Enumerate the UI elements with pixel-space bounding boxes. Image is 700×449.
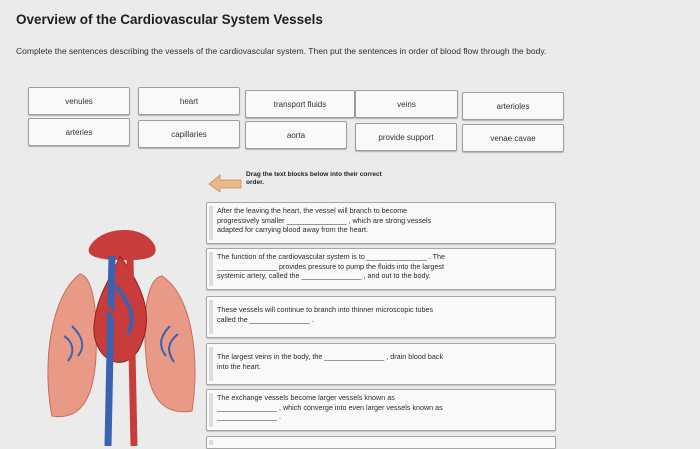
sentence-text: The exchange vessels become larger vessels known as _______________ , which converge into even larger vessels known as _______________ . <box>217 393 443 421</box>
sentence-block[interactable] <box>206 389 556 431</box>
sentence-block[interactable] <box>206 296 556 338</box>
drag-handle[interactable] <box>209 393 213 427</box>
sentence-text: The largest veins in the body, the _______________ , drain blood back into the heart. <box>217 352 444 371</box>
sentence-block[interactable] <box>206 248 556 290</box>
cardiovascular-illustration <box>42 216 200 446</box>
word-arteries[interactable]: arteries <box>28 118 130 146</box>
sentence-text: The function of the cardiovascular system is to _______________ . The _______________ provides pressure to pump the fluids into the largest systemic artery, called the _______________ , and out to the body. <box>217 252 446 280</box>
word-capillaries[interactable]: capillaries <box>138 120 240 148</box>
instructions: Complete the sentences describing the vessels of the cardiovascular system. Then put the sentences in order of blood flow through the body. <box>16 46 547 56</box>
drag-handle[interactable] <box>209 347 213 381</box>
sentence-block[interactable] <box>206 202 556 244</box>
sentence-block[interactable] <box>206 343 556 385</box>
left-arrow-icon <box>208 172 242 192</box>
word-venules[interactable]: venules <box>28 87 130 115</box>
sentence-text: After the leaving the heart, the vessel will branch to become progressively smaller _______________ , which are strong vessels adapted for carrying blood away from the heart. <box>217 206 432 234</box>
page-title: Overview of the Cardiovascular System Vessels <box>16 12 323 27</box>
drag-handle[interactable] <box>209 206 213 240</box>
drag-handle[interactable] <box>209 440 213 445</box>
sentence-block[interactable] <box>206 436 556 449</box>
word-arterioles[interactable]: arterioles <box>462 92 564 120</box>
word-heart[interactable]: heart <box>138 87 240 115</box>
word-transport-fluids[interactable]: transport fluids <box>245 90 355 118</box>
word-venae-cavae[interactable]: venae cavae <box>462 124 564 152</box>
drag-handle[interactable] <box>209 300 213 334</box>
word-provide-support[interactable]: provide support <box>355 123 457 151</box>
drag-handle[interactable] <box>209 252 213 286</box>
drag-hint: Drag the text blocks below into their correct order. <box>246 171 382 186</box>
word-veins[interactable]: veins <box>355 90 458 118</box>
sentence-text: These vessels will continue to branch into thinner microscopic tubes called the _______________ . <box>217 305 434 324</box>
word-bank <box>0 0 700 160</box>
word-aorta[interactable]: aorta <box>245 121 347 149</box>
